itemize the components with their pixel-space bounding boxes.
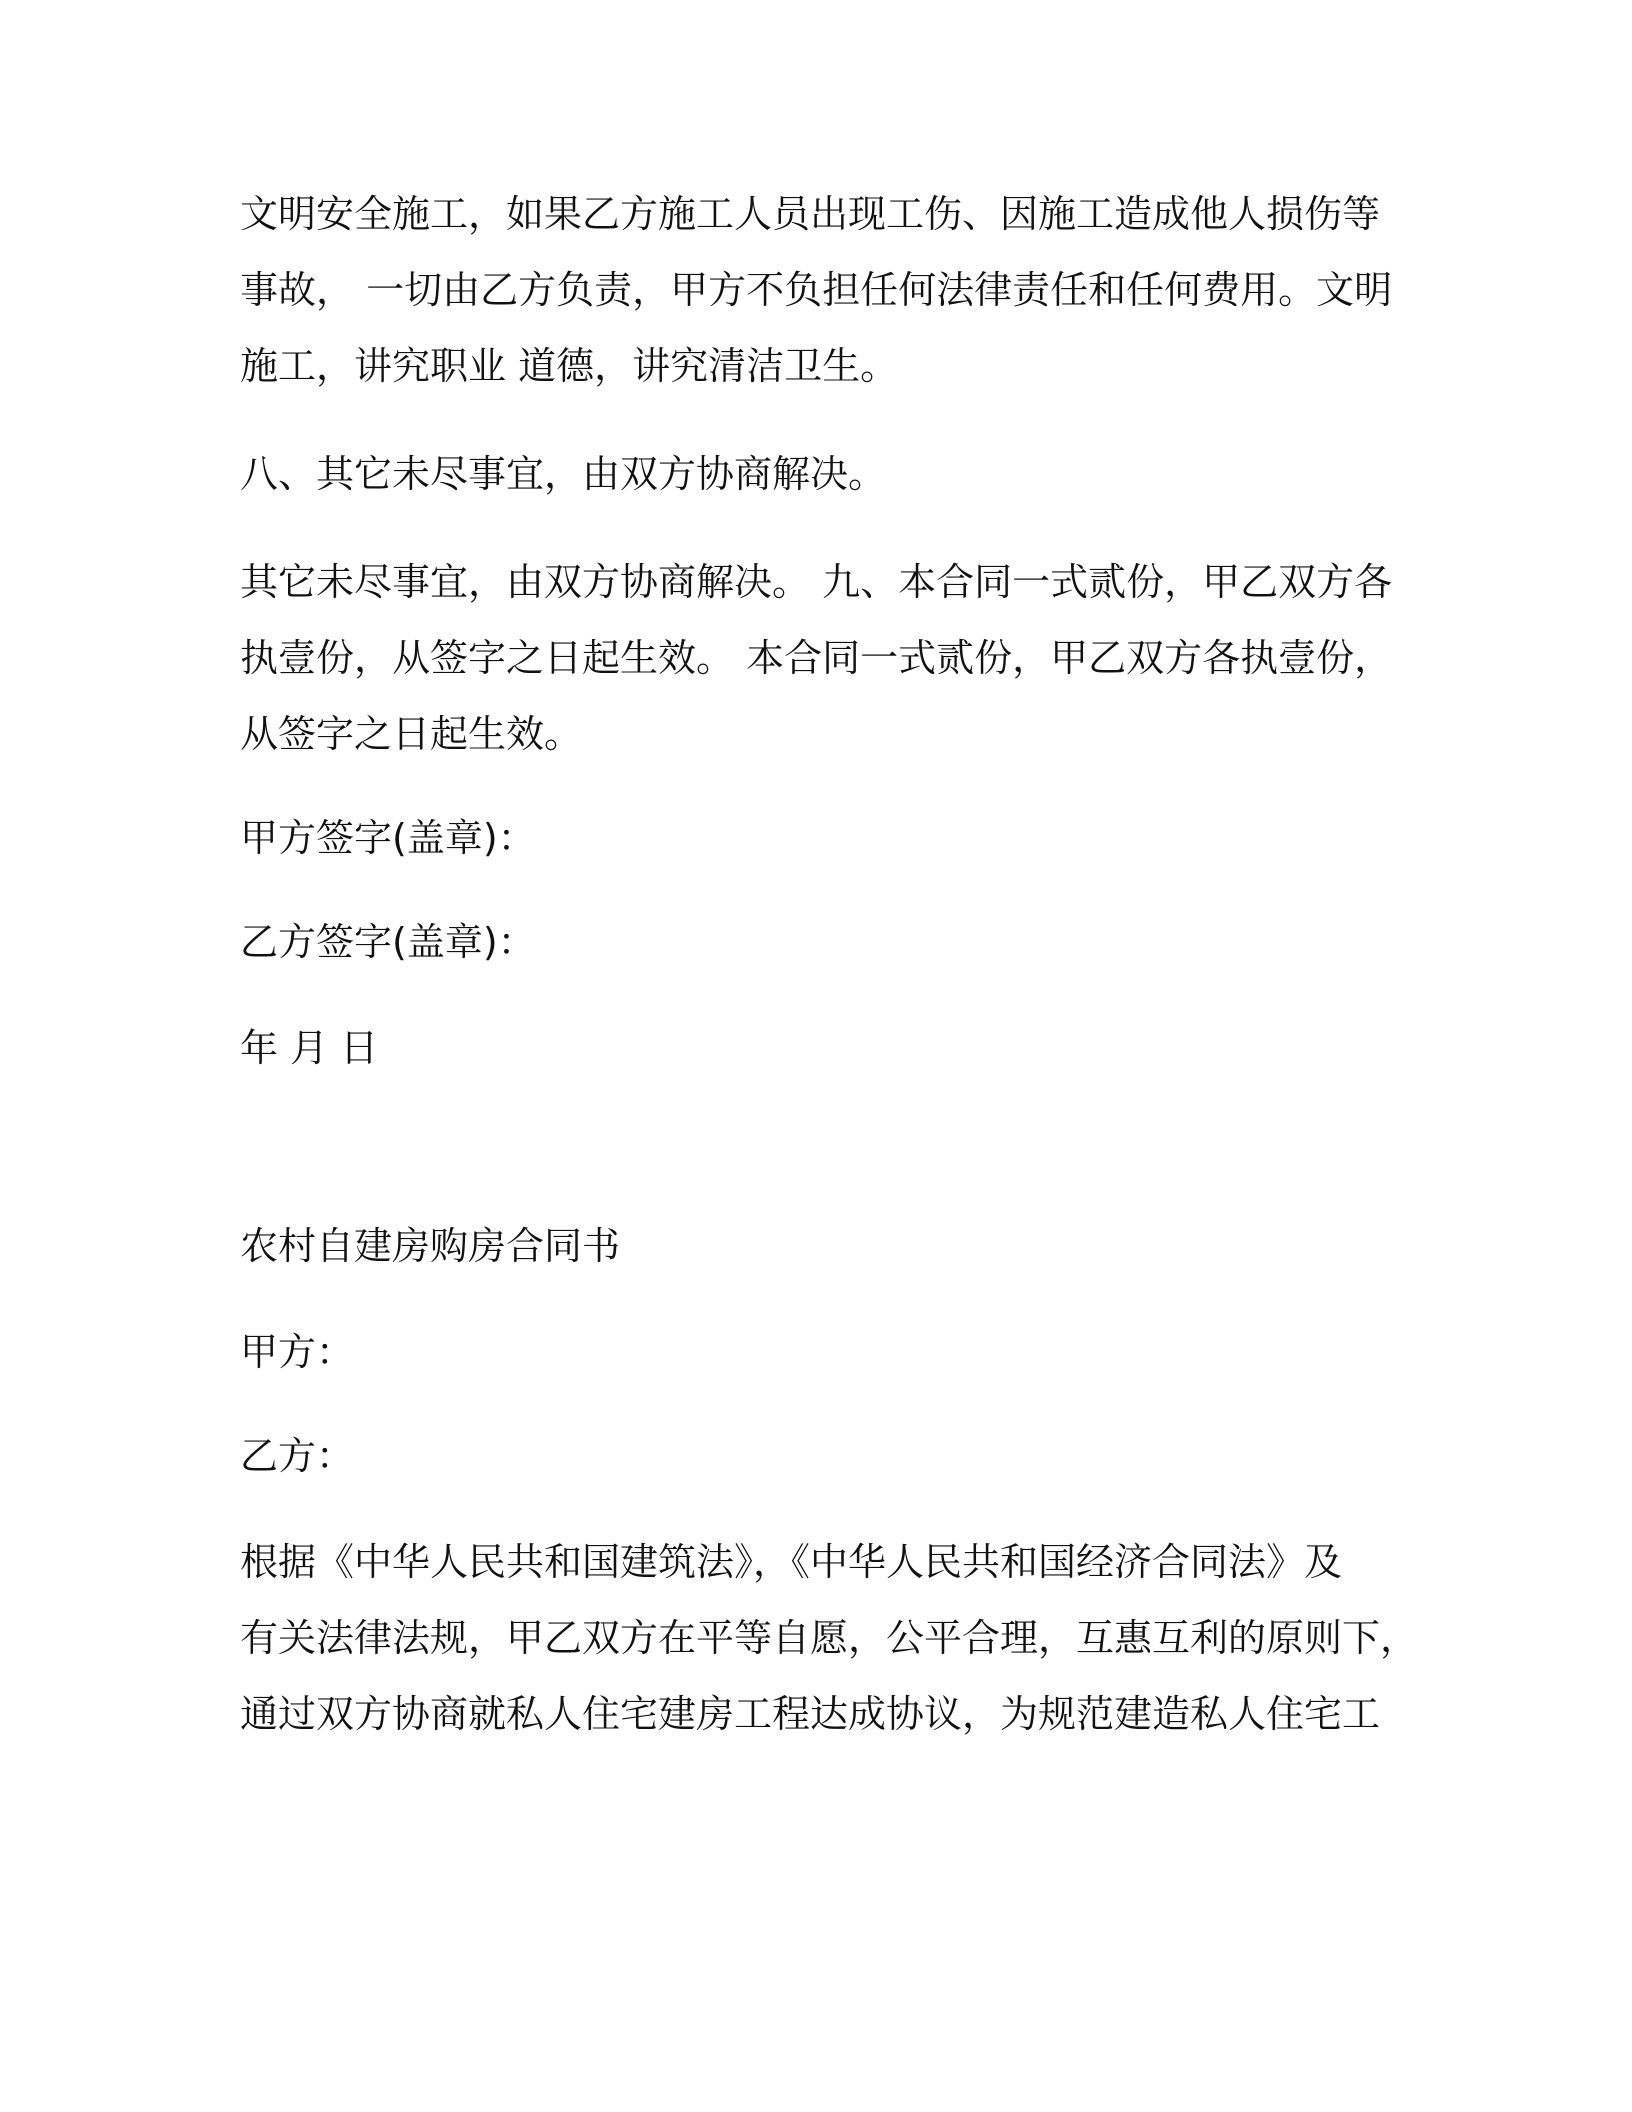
paragraph-line: 执壹份，从签字之日起生效。 本合同一式贰份，甲乙双方各执壹份， (240, 636, 1393, 680)
paragraph-line: 施工，讲究职业 道德，讲究清洁卫生。 (240, 344, 899, 388)
paragraph-line: 事故， 一切由乙方负责，甲方不负担任何法律责任和任何费用。文明 (240, 268, 1393, 312)
party-a-label: 甲方： (240, 1330, 355, 1374)
paragraph-line: 其它未尽事宜，由双方协商解决。 九、本合同一式贰份，甲乙双方各 (240, 560, 1393, 604)
paragraph-line: 文明安全施工，如果乙方施工人员出现工伤、因施工造成他人损伤等 (240, 192, 1381, 236)
document-title: 农村自建房购房合同书 (240, 1224, 621, 1268)
signature-party-b: 乙方签字(盖章)： (240, 920, 536, 964)
paragraph-line: 有关法律法规，甲乙双方在平等自愿，公平合理，互惠互利的原则下， (240, 1616, 1419, 1660)
date-line: 年 月 日 (240, 1026, 379, 1070)
signature-party-a: 甲方签字(盖章)： (240, 816, 536, 860)
paragraph-line: 从签字之日起生效。 (240, 712, 583, 756)
paragraph-line: 通过双方协商就私人住宅建房工程达成协议，为规范建造私人住宅工 (240, 1692, 1381, 1736)
party-b-label: 乙方： (240, 1434, 355, 1478)
paragraph-line: 根据《中华人民共和国建筑法》，《中华人民共和国经济合同法》及 (240, 1540, 1343, 1584)
clause-eight: 八、其它未尽事宜，由双方协商解决。 (240, 452, 887, 496)
